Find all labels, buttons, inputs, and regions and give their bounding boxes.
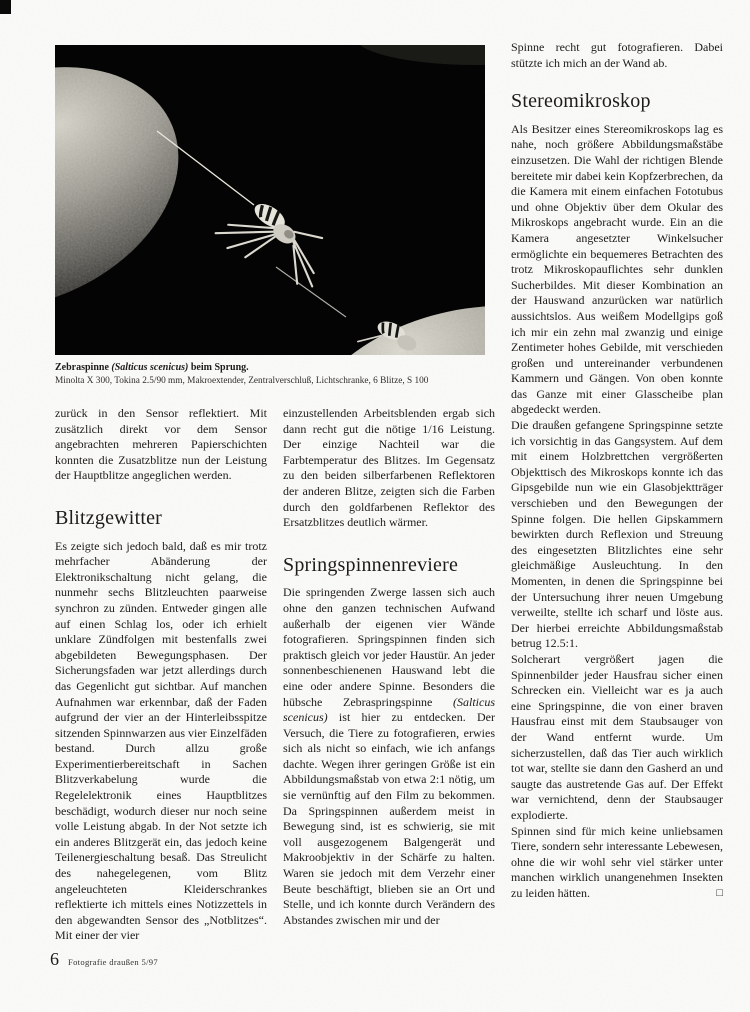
species-name-italic: (Salticus scenicus) — [283, 694, 495, 725]
caption-tech-data: Minolta X 300, Tokina 2.5/90 mm, Makroextender, Zentralverschluß, Lichtschranke, 6 Blitze, S 100 — [55, 375, 429, 386]
paragraph: Spinnen sind für mich keine unliebsamen Tiere, sondern sehr interessante Lebewesen, ohne die wir wohl sehr viel stärker unter manchen wirklich unangenehmen Insekten zu leiden hätten. — [511, 823, 723, 900]
end-square-icon: □ — [716, 886, 723, 899]
paragraph: Spinne recht gut fotografieren. Dabei stützte ich mich an der Wand ab. — [511, 40, 723, 70]
caption-title — [55, 362, 489, 375]
spider-photo — [55, 45, 485, 355]
text-column-2 — [283, 406, 495, 928]
section-heading-blitzgewitter: Blitzgewitter — [55, 506, 163, 529]
paragraph: Als Besitzer eines Stereomikroskops lag es nahe, noch größere Abbildungsmaßstäbe einzusetzen. Die Wahl der richtigen Blende bereitete mir dabei kein Kopfzerbrechen, da die Kamera mit einem einfachen Fototubus und ohne Objektiv über dem Okular des Mikroskops angebracht wurde. Ein an die Kamera angesetzter Winkelsucher ermöglichte ein bequemeres Betrachten des trotz Mikroskopauflichtes sehr dunklen Sucherbildes. Mit dieser Kombination an der Hauswand anzurücken war natürlich aussichtslos. Aus weißem Modellgips goß ich mir ein zehn mal zwanzig und einige Zentimeter hohes Gebilde, mit verschieden großen und untereinander verbundenen Kammern und Gängen. Von oben konnte das Ganze mit einer Glasscheibe plan abgedeckt werden. — [511, 121, 723, 417]
paragraph: zurück in den Sensor reflektiert. Mit zusätzlich direkt vor dem Sensor angebrachten mehreren Papierschichten konnten die Zusatzblitze nun der Leistung der Hauptblitze angeglichen werden. — [55, 406, 267, 483]
scan-artifact — [0, 0, 11, 14]
caption-species-name: (Salticus scenicus) — [111, 362, 189, 373]
paragraph: einzustellenden Arbeitsblenden ergab sich dann recht gut die nötige 1/16 Leistung. Der einzige Nachteil war die Farbtemperatur des Blitzes. Im Gegensatz zu den beiden silberfarbenen Reflektoren der anderen Blitze, zeigten sich die Farben durch den goldfarbenen Reflektor des Ersatzblitzes deutlich wärmer. — [283, 406, 495, 530]
photo-caption — [55, 362, 489, 387]
paragraph: Es zeigte sich jedoch bald, daß es mir trotz mehrfacher Abänderung der Elektronikschaltung nicht gelang, die nunmehr sechs Blitzleuchten paarweise synchron zu zünden. Entweder gingen alle auf einen Schlag los, oder ich erhielt unklare Zündfolgen mit bestenfalls zwei abgebildeten Bewegungsphasen. Der Sicherungsfaden war jetzt allerdings durch das Gegenlicht gut sichtbar. Auf manchen Aufnahmen war erkennbar, daß der Faden aufgrund der vier an der Hinterleibsspitze sitzenden Spinnwarzen aus vier Einzelfäden bestand. Durch allzu große Experimentierbereitschaft in Sachen Blitzverkabelung wurde die Regelelektronik eines Hauptblitzes beschädigt, wodurch dieser nur noch seine volle Leistung abgab. In der Not setzte ich ein anderes Blitzgerät ein, das jedoch keine Teilenergieschaltung besaß. Das Streulicht des nahegelegenen, vom Blitz angeleuchteten Kleiderschrankes reflektierte ich mittels eines Notizzettels in den abgewandten Sensor des „Notblitzes“. Mit einer der vier — [55, 538, 267, 943]
paragraph: Solcherart vergrößert jagen die Spinnenbilder jeder Hausfrau sicher einen Schrecken ein. Vielleicht war es ja auch eine Springspinne, die von einer braven Hausfrau einst mit dem Staubsauger von der Wand entfernt wurde. Um sicherzustellen, daß das Tier auch wirklich tot war, stellte sie dann den Gasherd an und saugte das austretende Gas auf. Der Effekt war vernichtend, denn der Staubsauger explodierte. — [511, 651, 723, 822]
page-number: 6 — [50, 949, 59, 969]
journal-name: Fotografie draußen 5/97 — [68, 957, 158, 967]
paragraph — [283, 585, 495, 928]
caption-title-text: Zebraspinne — [55, 362, 112, 373]
paragraph-text: ist hier zu entdecken. Der Versuch, die Tiere zu fotografieren, erwies sich als nicht so einfach, wie ich anfangs dachte. Wegen ihrer geringen Größe ist ein Abbildungsmaßstab von etwa 2:1 nötig, um sie vernünftig auf den Film zu bekommen. Da Springspinnen außerdem meist in Bewegung sind, ist es schwierig, sie mit voll ausgezogenem Balgengerät und Makroobjektiv in der Schärfe zu halten. Waren sie jedoch mit dem Verzehr einer Beute beschäftigt, blieben sie an Ort und Stelle, und ich konnte durch Verändern des Abstandes zwischen mir und der — [283, 710, 495, 927]
text-column-1 — [55, 406, 267, 944]
paragraph-text: Die springenden Zwerge lassen sich auch ohne den ganzen technischen Aufwand außerhalb der eigenen vier Wände fotografieren. Springspinnen finden sich praktisch gleich vor jeder Haustür. An jeder sonnenbeschienenen Hauswand lebt die eine oder andere Spinne. Besonders die hübsche Zebraspringspinne — [283, 585, 495, 709]
section-heading-springspinnenreviere: Springspinnenreviere — [283, 553, 459, 576]
paragraph: Die draußen gefangene Springspinne setzte ich vorsichtig in das Gangsystem. Auf dem mit einem Holzbrettchen vergrößerten Objekttisch des Mikroskops konnte ich das Gipsgebilde nun wie ein Glasobjektträger verschieben und den Bewegungen der Spinne folgen. Die hellen Gipskammern bewirkten durch Reflexion und Streuung des eingesetzten Blitzlichtes eine sehr gleichmäßige Ausleuchtung. In den Momenten, in denen die Springspinne bei der Untersuchung ihrer neuen Umgebung verweilte, stellte ich scharf und löste aus. Der hierbei erreichte Abbildungsmaßstab betrug 12.5:1. — [511, 418, 723, 651]
page-footer — [50, 949, 158, 970]
caption-title-tail: beim Sprung. — [188, 362, 249, 373]
section-heading-stereomikroskop: Stereomikroskop — [511, 90, 651, 113]
text-column-3 — [511, 40, 723, 901]
spider-photo-graphic — [55, 45, 485, 355]
